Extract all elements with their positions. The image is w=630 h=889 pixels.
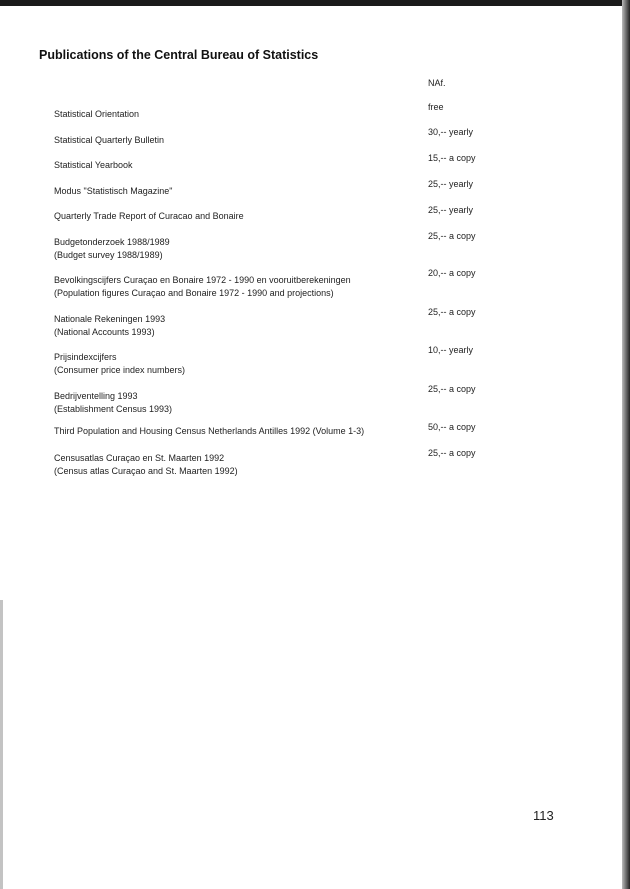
publication-item bbox=[54, 452, 238, 478]
page-title: Publications of the Central Bureau of Statistics bbox=[39, 48, 319, 62]
publication-name: Statistical Yearbook bbox=[54, 160, 133, 170]
publication-price: 30,-- yearly bbox=[428, 127, 474, 137]
publication-name: Modus "Statistisch Magazine" bbox=[54, 186, 173, 196]
publication-price: 25,-- a copy bbox=[428, 307, 476, 317]
scan-left-edge bbox=[0, 600, 3, 889]
publication-name: Budgetonderzoek 1988/1989 bbox=[54, 237, 170, 247]
publication-name: Nationale Rekeningen 1993 bbox=[54, 314, 166, 324]
publication-name: Bedrijventelling 1993 bbox=[54, 391, 138, 401]
publication-item bbox=[54, 425, 364, 438]
publication-price: 25,-- yearly bbox=[428, 179, 474, 189]
publication-name: Censusatlas Curaçao en St. Maarten 1992 bbox=[54, 453, 225, 463]
publication-item bbox=[54, 210, 244, 223]
publication-subtitle: (Population figures Curaçao and Bonaire 1972 - 1990 and projections) bbox=[54, 288, 334, 298]
publication-price: 25,-- a copy bbox=[428, 231, 476, 241]
publication-item bbox=[54, 108, 139, 121]
publication-item bbox=[54, 134, 164, 147]
publication-item bbox=[54, 351, 185, 377]
publication-item bbox=[54, 274, 351, 300]
publication-name: Statistical Quarterly Bulletin bbox=[54, 135, 165, 145]
scan-top-edge bbox=[0, 0, 630, 6]
publication-name: Quarterly Trade Report of Curacao and Bonaire bbox=[54, 211, 244, 221]
publication-name: Bevolkingscijfers Curaçao en Bonaire 1972 - 1990 en vooruitberekeningen bbox=[54, 275, 351, 285]
publication-price: 50,-- a copy bbox=[428, 422, 476, 432]
publication-price: 20,-- a copy bbox=[428, 268, 476, 278]
publication-subtitle: (Census atlas Curaçao and St. Maarten 1992) bbox=[54, 466, 238, 476]
publication-price: free bbox=[428, 102, 444, 112]
publication-item bbox=[54, 159, 133, 172]
publication-price: 10,-- yearly bbox=[428, 345, 474, 355]
currency-header: NAf. bbox=[428, 78, 446, 88]
publication-name: Statistical Orientation bbox=[54, 109, 140, 119]
publication-item bbox=[54, 390, 172, 416]
publication-subtitle: (Budget survey 1988/1989) bbox=[54, 250, 163, 260]
publication-price: 15,-- a copy bbox=[428, 153, 476, 163]
publication-subtitle: (Establishment Census 1993) bbox=[54, 404, 173, 414]
publication-price: 25,-- a copy bbox=[428, 448, 476, 458]
publication-price: 25,-- yearly bbox=[428, 205, 474, 215]
publication-name: Third Population and Housing Census Netherlands Antilles 1992 (Volume 1-3) bbox=[54, 426, 365, 436]
page-number: 113 bbox=[533, 808, 554, 823]
scan-right-edge bbox=[622, 0, 630, 889]
publication-item bbox=[54, 236, 170, 262]
publication-name: Prijsindexcijfers bbox=[54, 352, 117, 362]
publication-subtitle: (National Accounts 1993) bbox=[54, 327, 155, 337]
publication-item bbox=[54, 313, 165, 339]
publication-item bbox=[54, 185, 172, 198]
publication-subtitle: (Consumer price index numbers) bbox=[54, 365, 186, 375]
publication-price: 25,-- a copy bbox=[428, 384, 476, 394]
